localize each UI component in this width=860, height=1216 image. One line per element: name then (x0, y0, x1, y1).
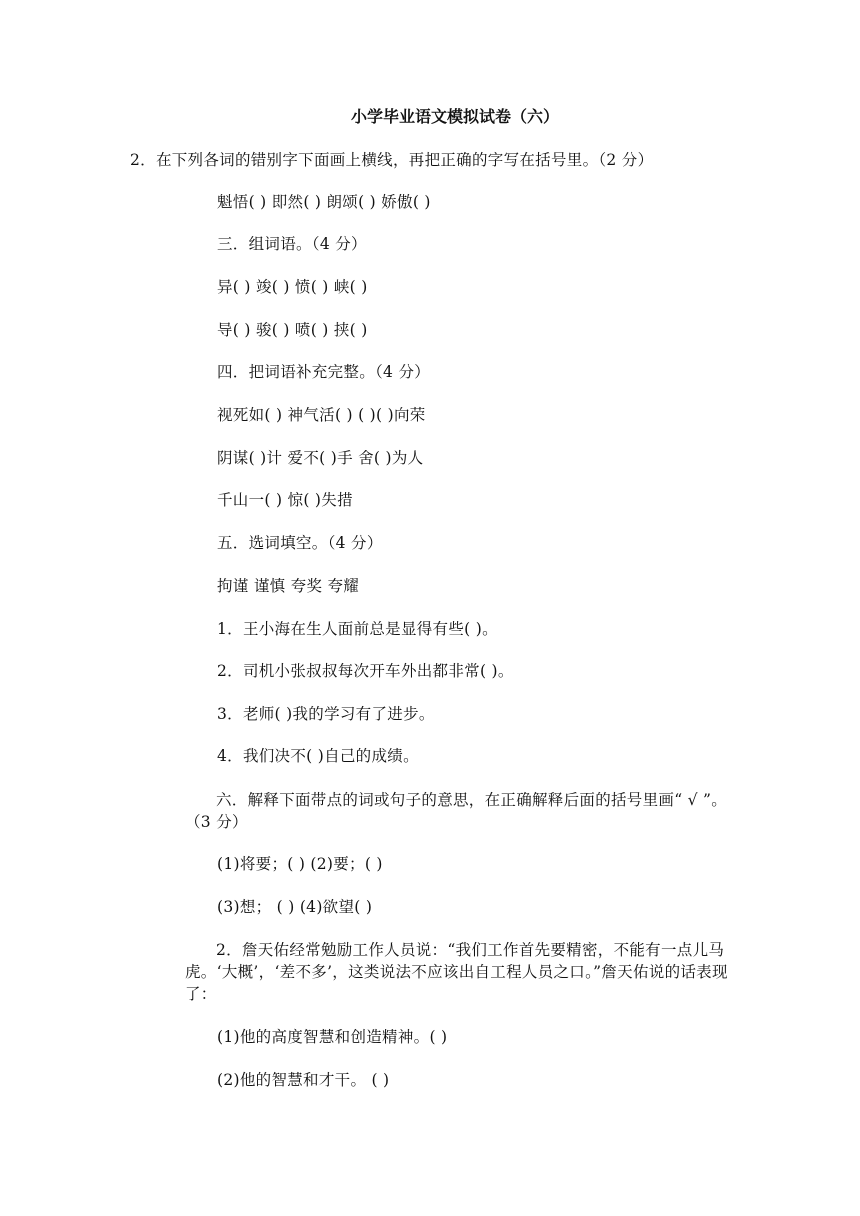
section-3-row-2: 导( ) 骏( ) 喷( ) 挟( ) (217, 321, 368, 339)
section-6-answer-2: (2)他的智慧和才干。 ( ) (217, 1071, 390, 1089)
section-5-sentence-2: 2．司机小张叔叔每次开车外出都非常( )。 (217, 662, 514, 680)
section-5-sentence-3: 3．老师( )我的学习有了进步。 (217, 705, 435, 723)
page-title: 小学毕业语文模拟试卷（六） (350, 107, 559, 126)
section-5-sentence-1: 1．王小海在生人面前总是显得有些( )。 (217, 620, 498, 638)
section-4-row-1: 视死如( ) 神气活( ) ( )( )向荣 (217, 406, 426, 424)
section-4-heading: 四．把词语补充完整。（4 分） (217, 363, 431, 381)
section-5-heading: 五．选词填空。（4 分） (217, 534, 383, 552)
question-2-prompt: 2．在下列各词的错别字下面画上横线，再把正确的字写在括号里。（2 分） (130, 151, 654, 169)
section-5-sentence-4: 4．我们决不( )自己的成绩。 (217, 747, 419, 765)
section-6-question-2: 2．詹天佑经常勉励工作人员说：“我们工作首先要精密，不能有一点儿马虎。‘大概’，‘差不多’，这类说法不应该出自工程人员之口。”詹天佑说的话表现了： (185, 941, 728, 1003)
section-4-row-2: 阴谋( )计 爱不( )手 舍( )为人 (217, 449, 424, 467)
section-6-options-a: (1)将要；( ) (2)要；( ) (217, 855, 383, 873)
section-6-heading: 六．解释下面带点的词或句子的意思，在正确解释后面的括号里画“ √ ”。（3 分） (185, 791, 728, 831)
question-2-words: 魁悟( ) 即然( ) 朗颂( ) 娇傲( ) (217, 193, 431, 211)
section-4-row-3: 千山一( ) 惊( )失措 (217, 491, 353, 509)
section-6-options-b: (3)想； ( ) (4)欲望( ) (217, 898, 373, 916)
section-6-answer-1: (1)他的高度智慧和创造精神。( ) (217, 1028, 448, 1046)
section-5-options: 拘谨 谨慎 夸奖 夸耀 (217, 577, 360, 595)
section-3-heading: 三．组词语。（4 分） (217, 235, 367, 253)
section-3-row-1: 异( ) 竣( ) 愤( ) 峡( ) (217, 278, 368, 296)
